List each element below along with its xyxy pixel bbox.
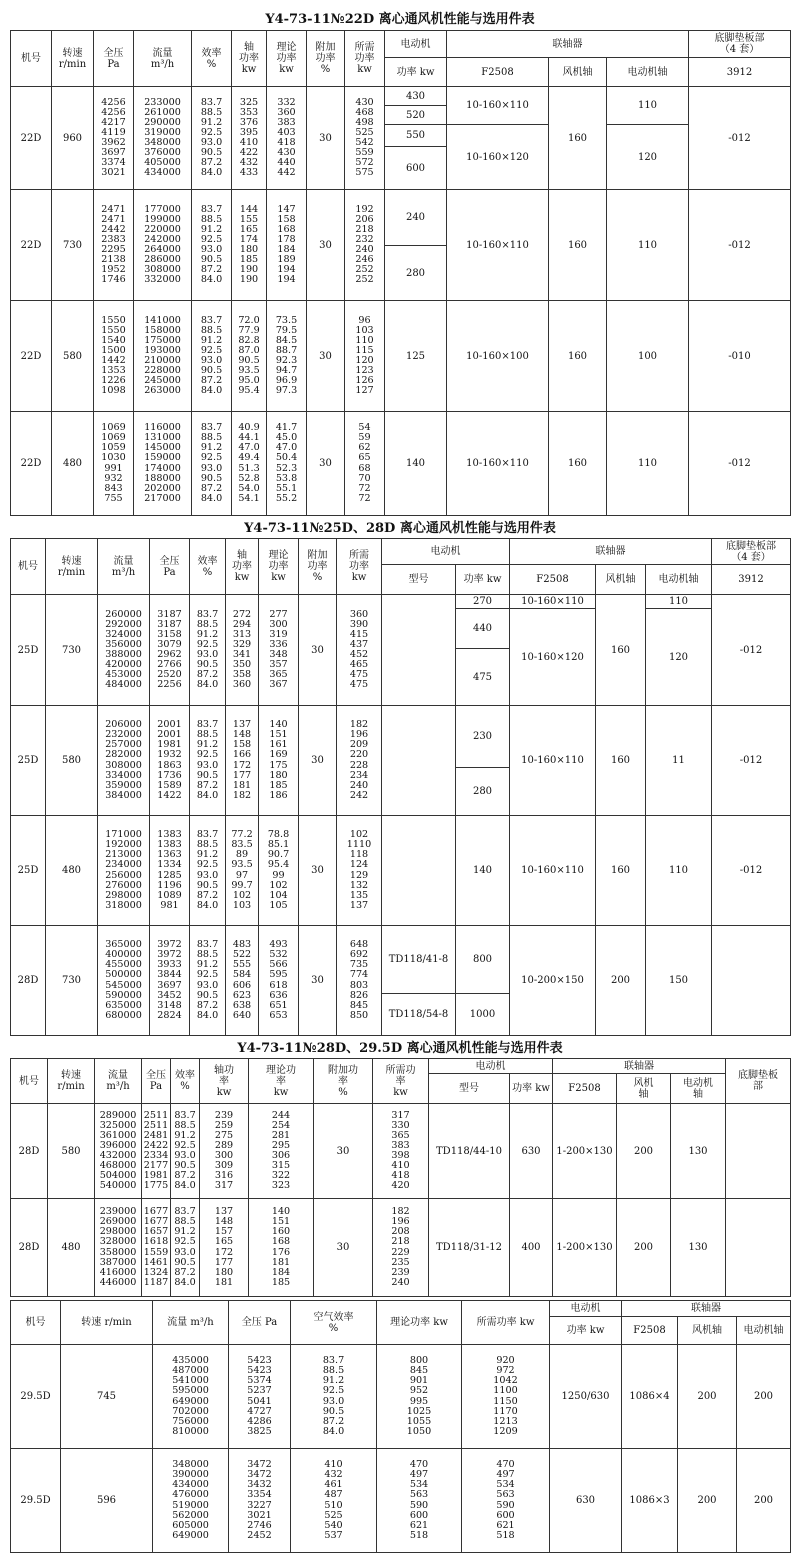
cell-theory-power-list: 470 497 534 563 590 600 621 518 — [377, 1449, 462, 1553]
cell-efficiency-list: 83.7 88.5 91.2 92.5 93.0 90.5 87.2 84.0 — [190, 926, 226, 1036]
th-speed: 转速 r/min — [61, 1301, 153, 1345]
cell-motor-power: 600 — [385, 147, 447, 190]
cell-required-power-list: 360 390 415 437 452 465 475 475 — [337, 595, 382, 706]
cell-model: 22D — [11, 190, 52, 301]
cell-pressure-list: 1677 1677 1657 1618 1559 1461 1324 1187 — [142, 1199, 171, 1297]
cell-shaft-power-list: 272 294 313 329 341 350 358 360 — [226, 595, 259, 706]
cell-f2508: 10-160×110 — [510, 706, 596, 816]
cell-pressure-list: 3472 3472 3432 3354 3227 3021 2746 2452 — [229, 1449, 291, 1553]
th-required-power: 所需功 率 kw — [373, 1059, 429, 1104]
table2 — [10, 538, 791, 1036]
cell-speed: 480 — [52, 412, 94, 516]
cell-f2508: 1086×4 — [622, 1345, 678, 1449]
th-additional-power: 附加 功率 % — [299, 539, 337, 595]
cell-motor-power: 520 — [385, 106, 447, 125]
cell-theory-power-list: 244 254 281 295 306 315 322 323 — [249, 1104, 314, 1199]
cell-model: 25D — [11, 595, 46, 706]
cell-motor-shaft: 130 — [671, 1199, 726, 1297]
cell-flow-list: 206000 232000 257000 282000 308000 334000 359000 384000 — [98, 706, 150, 816]
cell-fan-shaft: 160 — [549, 190, 607, 301]
th-flow: 流量 m³/h — [95, 1059, 142, 1104]
th-shaft-power: 轴 功率 kw — [226, 539, 259, 595]
cell-shaft-power-list: 144 155 165 174 180 185 190 190 — [232, 190, 267, 301]
cell-pressure-list: 1550 1550 1540 1500 1442 1353 1226 1098 — [94, 301, 134, 412]
cell-required-power-list: 192 206 218 232 240 246 252 252 — [345, 190, 385, 301]
th-motor: 电动机 — [385, 31, 447, 58]
th-motor-type: 型号 — [429, 1074, 510, 1104]
cell-motor-shaft: 110 — [646, 595, 712, 609]
cell-motor-type: TD118/44-10 — [429, 1104, 510, 1199]
cell-fan-shaft: 160 — [549, 87, 607, 190]
cell-motor-power: 400 — [510, 1199, 553, 1297]
cell-motor-shaft: 100 — [607, 301, 689, 412]
cell-model: 22D — [11, 87, 52, 190]
th-coupling: 联轴器 — [510, 539, 712, 565]
cell-speed: 730 — [52, 190, 94, 301]
cell-shaft-power-list: 239 259 275 289 300 309 316 317 — [200, 1104, 249, 1199]
th-motor: 电动机 — [382, 539, 510, 565]
th-speed: 转速 r/min — [52, 31, 94, 87]
cell-motor-power: 240 — [385, 190, 447, 246]
th-coupling: 联轴器 — [447, 31, 689, 58]
th-shaft-power: 轴功 率 kw — [200, 1059, 249, 1104]
cell-flow-list: 365000 400000 455000 500000 545000 590000 635000 680000 — [98, 926, 150, 1036]
cell-motor-power: 430 — [385, 87, 447, 106]
cell-theory-power-list: 140 151 161 169 175 180 185 186 — [259, 706, 299, 816]
cell-model: 29.5D — [11, 1449, 61, 1553]
cell-speed: 480 — [46, 816, 98, 926]
cell-base: -012 — [689, 412, 791, 516]
cell-base: -012 — [689, 87, 791, 190]
cell-required-power-list: 54 59 62 65 68 70 72 72 — [345, 412, 385, 516]
th-pressure: 全压 Pa — [229, 1301, 291, 1345]
cell-base: -012 — [712, 595, 791, 706]
cell-fan-shaft: 200 — [617, 1104, 671, 1199]
cell-motor-type — [382, 816, 456, 926]
cell-flow-list: 177000 199000 220000 242000 264000 286000 308000 332000 — [134, 190, 192, 301]
cell-f2508: 10-160×110 — [447, 412, 549, 516]
cell-model: 25D — [11, 816, 46, 926]
th-theory-power: 理论功 率 kw — [249, 1059, 314, 1104]
cell-base: -012 — [712, 706, 791, 816]
cell-model: 28D — [11, 926, 46, 1036]
cell-pressure-list: 1383 1383 1363 1334 1285 1196 1089 981 — [150, 816, 190, 926]
th-motor-power: 功率 kw — [385, 58, 447, 87]
th-flow: 流量 m³/h — [98, 539, 150, 595]
cell-speed: 596 — [61, 1449, 153, 1553]
cell-model: 28D — [11, 1104, 48, 1199]
cell-shaft-power-list: 137 148 157 165 172 177 180 181 — [200, 1199, 249, 1297]
th-motor-shaft: 电动机 轴 — [671, 1074, 726, 1104]
cell-motor-shaft: 200 — [737, 1345, 791, 1449]
th-fan-shaft: 风机轴 — [678, 1317, 737, 1345]
cell-pressure-list: 2001 2001 1981 1932 1863 1736 1589 1422 — [150, 706, 190, 816]
cell-theory-power-list: 73.5 79.5 84.5 88.7 92.3 94.7 96.9 97.3 — [267, 301, 307, 412]
th-coupling: 联轴器 — [553, 1059, 726, 1074]
cell-motor-power: 280 — [456, 768, 510, 816]
cell-additional-power: 30 — [307, 412, 345, 516]
cell-motor-power: 1250/630 — [550, 1345, 622, 1449]
cell-speed: 960 — [52, 87, 94, 190]
cell-fan-shaft: 160 — [596, 816, 646, 926]
cell-motor-shaft: 11 — [646, 706, 712, 816]
cell-flow-list: 233000 261000 290000 319000 348000 376000 405000 434000 — [134, 87, 192, 190]
th-motor-type: 型号 — [382, 565, 456, 595]
cell-motor-shaft: 110 — [607, 87, 689, 125]
th-shaft-power: 轴 功率 kw — [232, 31, 267, 87]
cell-flow-list: 141000 158000 175000 193000 210000 228000 245000 263000 — [134, 301, 192, 412]
th-efficiency: 效率 % — [192, 31, 232, 87]
th-fan-shaft: 风机轴 — [549, 58, 607, 87]
cell-efficiency-list: 83.7 88.5 91.2 92.5 93.0 90.5 87.2 84.0 — [192, 190, 232, 301]
th-pressure: 全压 Pa — [142, 1059, 171, 1104]
cell-f2508: 1-200×130 — [553, 1199, 617, 1297]
cell-pressure-list: 3187 3187 3158 3079 2962 2766 2520 2256 — [150, 595, 190, 706]
cell-theory-power-list: 78.8 85.1 90.7 95.4 99 102 104 105 — [259, 816, 299, 926]
th-flow: 流量 m³/h — [153, 1301, 229, 1345]
cell-motor-power: 800 — [456, 926, 510, 994]
th-model: 机号 — [11, 1059, 48, 1104]
th-f2508: F2508 — [553, 1074, 617, 1104]
cell-efficiency-list: 83.7 88.5 91.2 92.5 93.0 90.5 87.2 84.0 — [190, 595, 226, 706]
cell-speed: 580 — [52, 301, 94, 412]
cell-motor-power: 550 — [385, 125, 447, 147]
table2-title: Y4-73-11№25D、28D 离心通风机性能与选用件表 — [244, 521, 556, 536]
th-flow: 流量 m³/h — [134, 31, 192, 87]
th-motor: 电动机 — [550, 1301, 622, 1317]
cell-base — [726, 1199, 791, 1297]
cell-theory-power-list: 493 532 566 595 618 636 651 653 — [259, 926, 299, 1036]
th-f2508: F2508 — [510, 565, 596, 595]
cell-efficiency-list: 410 432 461 487 510 525 540 537 — [291, 1449, 377, 1553]
cell-speed: 580 — [48, 1104, 95, 1199]
cell-motor-shaft: 120 — [607, 125, 689, 190]
cell-motor-power: 630 — [510, 1104, 553, 1199]
cell-efficiency-list: 83.7 88.5 91.2 92.5 93.0 90.5 87.2 84.0 — [171, 1199, 200, 1297]
cell-fan-shaft: 160 — [596, 595, 646, 706]
cell-speed: 730 — [46, 595, 98, 706]
cell-motor-type: TD118/41-8 — [382, 926, 456, 994]
cell-motor-power: 475 — [456, 649, 510, 706]
cell-model: 22D — [11, 301, 52, 412]
cell-additional-power: 30 — [299, 816, 337, 926]
cell-shaft-power-list: 77.2 83.5 89 93.5 97 99.7 102 103 — [226, 816, 259, 926]
th-theory-power: 理论 功率 kw — [259, 539, 299, 595]
th-pressure: 全压 Pa — [150, 539, 190, 595]
cell-motor-shaft: 200 — [737, 1449, 791, 1553]
cell-speed: 730 — [46, 926, 98, 1036]
cell-motor-power: 280 — [385, 246, 447, 301]
th-motor: 电动机 — [429, 1059, 553, 1074]
th-fan-shaft: 风机 轴 — [617, 1074, 671, 1104]
th-theory-power: 理论 功率 kw — [267, 31, 307, 87]
cell-speed: 580 — [46, 706, 98, 816]
th-base-code: 3912 — [712, 565, 791, 595]
cell-f2508: 1086×3 — [622, 1449, 678, 1553]
th-additional-power: 附加功 率 % — [314, 1059, 373, 1104]
cell-required-power-list: 182 196 208 218 229 235 239 240 — [373, 1199, 429, 1297]
th-motor-shaft: 电动机轴 — [607, 58, 689, 87]
th-speed: 转速 r/min — [48, 1059, 95, 1104]
cell-f2508: 10-160×110 — [510, 816, 596, 926]
cell-motor-power: 440 — [456, 609, 510, 649]
cell-motor-type: TD118/31-12 — [429, 1199, 510, 1297]
cell-fan-shaft: 160 — [596, 706, 646, 816]
cell-theory-power-list: 800 845 901 952 995 1025 1055 1050 — [377, 1345, 462, 1449]
th-required-power: 所需功率 kw — [462, 1301, 550, 1345]
cell-efficiency-list: 83.7 88.5 91.2 92.5 93.0 90.5 87.2 84.0 — [192, 412, 232, 516]
cell-efficiency-list: 83.7 88.5 91.2 92.5 93.0 90.5 87.2 84.0 — [190, 816, 226, 926]
cell-fan-shaft: 160 — [549, 412, 607, 516]
th-motor-power: 功率 kw — [510, 1074, 553, 1104]
cell-motor-shaft: 150 — [646, 926, 712, 1036]
cell-f2508: 1-200×130 — [553, 1104, 617, 1199]
th-base-code: 3912 — [689, 58, 791, 87]
cell-required-power-list: 470 497 534 563 590 600 621 518 — [462, 1449, 550, 1553]
cell-fan-shaft: 200 — [617, 1199, 671, 1297]
cell-flow-list: 171000 192000 213000 234000 256000 276000 298000 318000 — [98, 816, 150, 926]
th-model: 机号 — [11, 1301, 61, 1345]
cell-shaft-power-list: 325 353 376 395 410 422 432 433 — [232, 87, 267, 190]
cell-base: -010 — [689, 301, 791, 412]
cell-efficiency-list: 83.7 88.5 91.2 92.5 93.0 90.5 87.2 84.0 — [190, 706, 226, 816]
cell-flow-list: 435000 487000 541000 595000 649000 702000 756000 810000 — [153, 1345, 229, 1449]
cell-flow-list: 116000 131000 145000 159000 174000 188000 202000 217000 — [134, 412, 192, 516]
th-fan-shaft: 风机轴 — [596, 565, 646, 595]
cell-motor-type: TD118/54-8 — [382, 994, 456, 1036]
table4 — [10, 1300, 791, 1553]
cell-shaft-power-list: 137 148 158 166 172 177 181 182 — [226, 706, 259, 816]
cell-f2508: 10-160×120 — [510, 609, 596, 706]
cell-efficiency-list: 83.7 88.5 91.2 92.5 93.0 90.5 87.2 84.0 — [291, 1345, 377, 1449]
cell-motor-power: 1000 — [456, 994, 510, 1036]
cell-theory-power-list: 332 360 383 403 418 430 440 442 — [267, 87, 307, 190]
th-base-plate: 底脚垫板部 （4 套） — [712, 539, 791, 565]
cell-motor-shaft: 110 — [607, 190, 689, 301]
cell-fan-shaft: 200 — [596, 926, 646, 1036]
cell-theory-power-list: 140 151 160 168 176 181 184 185 — [249, 1199, 314, 1297]
cell-required-power-list: 96 103 110 115 120 123 126 127 — [345, 301, 385, 412]
cell-f2508: 10-200×150 — [510, 926, 596, 1036]
cell-model: 28D — [11, 1199, 48, 1297]
cell-flow-list: 239000 269000 298000 328000 358000 387000 416000 446000 — [95, 1199, 142, 1297]
cell-motor-power: 140 — [456, 816, 510, 926]
cell-model: 29.5D — [11, 1345, 61, 1449]
cell-additional-power: 30 — [307, 301, 345, 412]
th-efficiency: 效率 % — [171, 1059, 200, 1104]
cell-f2508: 10-160×110 — [447, 190, 549, 301]
cell-pressure-list: 3972 3972 3933 3844 3697 3452 3148 2824 — [150, 926, 190, 1036]
cell-motor-power: 270 — [456, 595, 510, 609]
cell-pressure-list: 4256 4256 4217 4119 3962 3697 3374 3021 — [94, 87, 134, 190]
th-motor-power: 功率 kw — [456, 565, 510, 595]
cell-shaft-power-list: 72.0 77.9 82.8 87.0 90.5 93.5 95.0 95.4 — [232, 301, 267, 412]
cell-f2508: 10-160×120 — [447, 125, 549, 190]
table1 — [10, 30, 791, 516]
cell-required-power-list: 102 1110 118 124 129 132 135 137 — [337, 816, 382, 926]
cell-motor-shaft: 110 — [607, 412, 689, 516]
cell-theory-power-list: 41.7 45.0 47.0 50.4 52.3 53.8 55.1 55.2 — [267, 412, 307, 516]
cell-base: -012 — [689, 190, 791, 301]
th-theory-power: 理论功率 kw — [377, 1301, 462, 1345]
th-required-power: 所需 功率 kw — [345, 31, 385, 87]
cell-fan-shaft: 200 — [678, 1345, 737, 1449]
cell-required-power-list: 648 692 735 774 803 826 845 850 — [337, 926, 382, 1036]
cell-pressure-list: 2511 2511 2481 2422 2334 2177 1981 1775 — [142, 1104, 171, 1199]
cell-required-power-list: 430 468 498 525 542 559 572 575 — [345, 87, 385, 190]
cell-additional-power: 30 — [299, 706, 337, 816]
cell-fan-shaft: 160 — [549, 301, 607, 412]
cell-base — [712, 926, 791, 1036]
cell-base — [726, 1104, 791, 1199]
cell-f2508: 10-160×110 — [510, 595, 596, 609]
cell-additional-power: 30 — [314, 1199, 373, 1297]
cell-motor-power: 630 — [550, 1449, 622, 1553]
cell-motor-shaft: 120 — [646, 609, 712, 706]
cell-pressure-list: 1069 1069 1059 1030 991 932 843 755 — [94, 412, 134, 516]
th-coupling: 联轴器 — [622, 1301, 791, 1317]
cell-f2508: 10-160×110 — [447, 87, 549, 125]
table3-title: Y4-73-11№28D、29.5D 离心通风机性能与选用件表 — [237, 1041, 563, 1056]
cell-required-power-list: 182 196 209 220 228 234 240 242 — [337, 706, 382, 816]
cell-model: 25D — [11, 706, 46, 816]
th-f2508: F2508 — [622, 1317, 678, 1345]
cell-motor-shaft: 110 — [646, 816, 712, 926]
cell-flow-list: 348000 390000 434000 476000 519000 562000 605000 649000 — [153, 1449, 229, 1553]
th-motor-shaft: 电动机轴 — [737, 1317, 791, 1345]
cell-flow-list: 260000 292000 324000 356000 388000 420000 453000 484000 — [98, 595, 150, 706]
cell-flow-list: 289000 325000 361000 396000 432000 468000 504000 540000 — [95, 1104, 142, 1199]
cell-required-power-list: 920 972 1042 1100 1150 1170 1213 1209 — [462, 1345, 550, 1449]
cell-efficiency-list: 83.7 88.5 91.2 92.5 93.0 90.5 87.2 84.0 — [192, 87, 232, 190]
th-required-power: 所需 功率 kw — [337, 539, 382, 595]
th-base-plate: 底脚垫板部 （4 套） — [689, 31, 791, 58]
cell-speed: 745 — [61, 1345, 153, 1449]
cell-additional-power: 30 — [299, 595, 337, 706]
cell-required-power-list: 317 330 365 383 398 410 418 420 — [373, 1104, 429, 1199]
cell-additional-power: 30 — [314, 1104, 373, 1199]
cell-pressure-list: 5423 5423 5374 5237 5041 4727 4286 3825 — [229, 1345, 291, 1449]
cell-shaft-power-list: 40.9 44.1 47.0 49.4 51.3 52.8 54.0 54.1 — [232, 412, 267, 516]
cell-additional-power: 30 — [307, 87, 345, 190]
table3 — [10, 1058, 791, 1297]
cell-efficiency-list: 83.7 88.5 91.2 92.5 93.0 90.5 87.2 84.0 — [171, 1104, 200, 1199]
cell-efficiency-list: 83.7 88.5 91.2 92.5 93.0 90.5 87.2 84.0 — [192, 301, 232, 412]
cell-motor-power: 140 — [385, 412, 447, 516]
cell-model: 22D — [11, 412, 52, 516]
th-additional-power: 附加 功率 % — [307, 31, 345, 87]
cell-motor-power: 230 — [456, 706, 510, 768]
cell-f2508: 10-160×100 — [447, 301, 549, 412]
cell-additional-power: 30 — [299, 926, 337, 1036]
th-motor-shaft: 电动机轴 — [646, 565, 712, 595]
cell-motor-type — [382, 706, 456, 816]
th-motor-power: 功率 kw — [550, 1317, 622, 1345]
th-air-efficiency: 空气效率 % — [291, 1301, 377, 1345]
th-pressure: 全压 Pa — [94, 31, 134, 87]
th-model: 机号 — [11, 539, 46, 595]
cell-theory-power-list: 147 158 168 178 184 189 194 194 — [267, 190, 307, 301]
cell-theory-power-list: 277 300 319 336 348 357 365 367 — [259, 595, 299, 706]
cell-motor-power: 125 — [385, 301, 447, 412]
cell-fan-shaft: 200 — [678, 1449, 737, 1553]
cell-motor-shaft: 130 — [671, 1104, 726, 1199]
cell-motor-type — [382, 595, 456, 706]
th-base-plate: 底脚垫板 部 — [726, 1059, 791, 1104]
table1-title: Y4-73-11№22D 离心通风机性能与选用件表 — [265, 12, 535, 27]
th-efficiency: 效率 % — [190, 539, 226, 595]
cell-shaft-power-list: 483 522 555 584 606 623 638 640 — [226, 926, 259, 1036]
cell-pressure-list: 2471 2471 2442 2383 2295 2138 1952 1746 — [94, 190, 134, 301]
cell-speed: 480 — [48, 1199, 95, 1297]
cell-additional-power: 30 — [307, 190, 345, 301]
th-model: 机号 — [11, 31, 52, 87]
th-f2508: F2508 — [447, 58, 549, 87]
cell-base: -012 — [712, 816, 791, 926]
th-speed: 转速 r/min — [46, 539, 98, 595]
